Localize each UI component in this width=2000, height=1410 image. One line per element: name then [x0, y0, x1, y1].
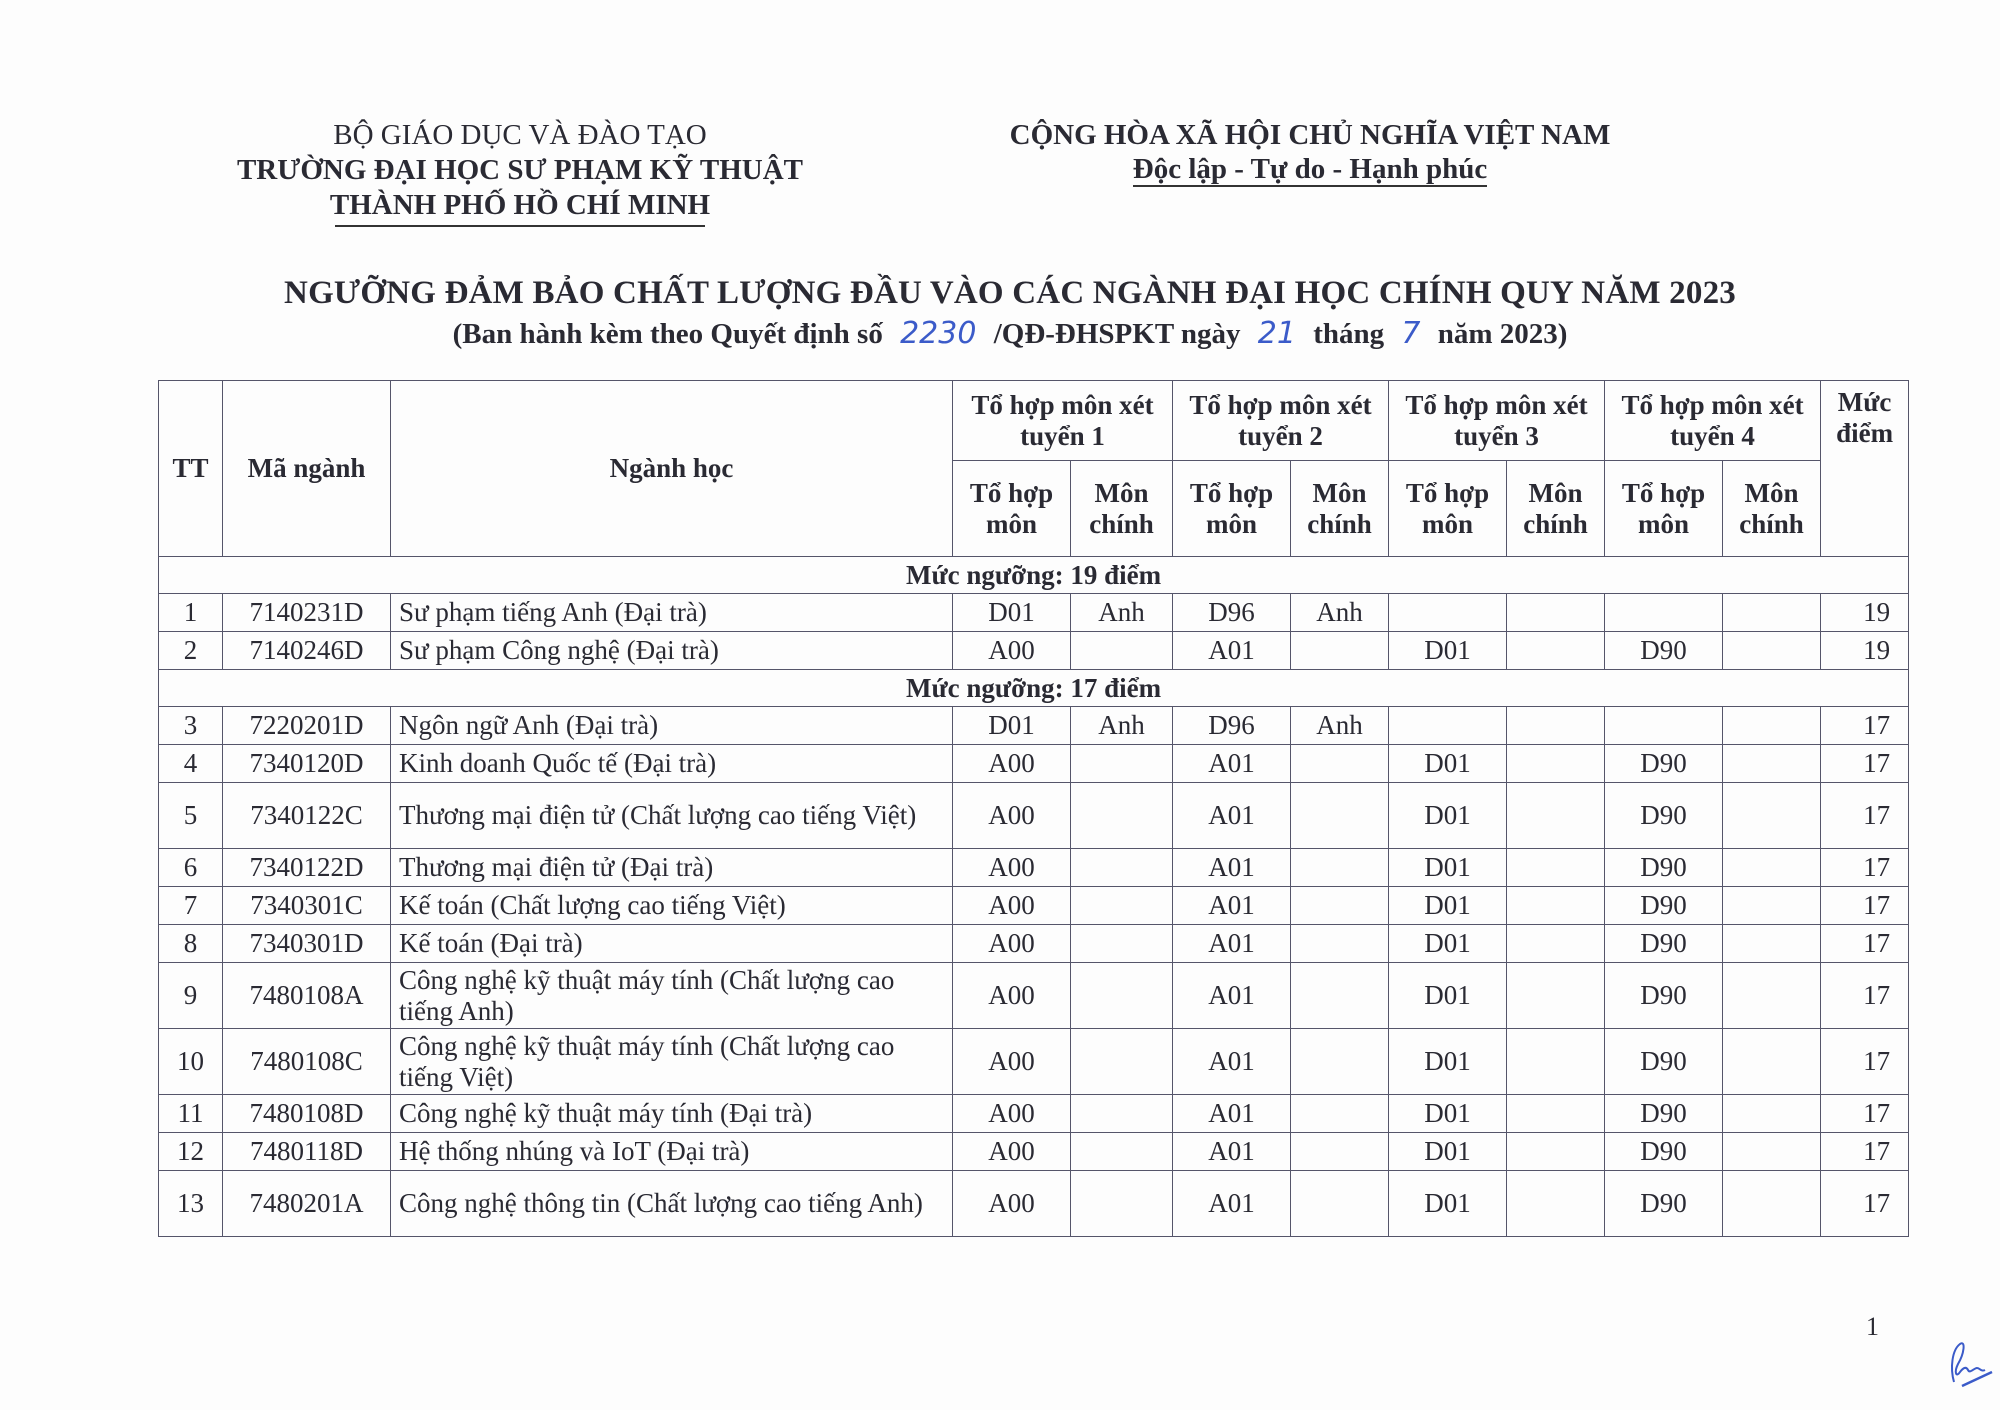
table-row	[159, 1029, 1909, 1095]
cell-code: 7340120D	[223, 745, 391, 783]
cell-main-2	[1291, 963, 1389, 1029]
cell-combo-1: A00	[953, 963, 1071, 1029]
cell-combo-4: D90	[1605, 1095, 1723, 1133]
ministry-name: BỘ GIÁO DỤC VÀ ĐÀO TẠO	[333, 119, 707, 151]
cell-main-4	[1723, 963, 1821, 1029]
school-name-line2: THÀNH PHỐ HỒ CHÍ MINH	[329, 189, 711, 221]
subtitle-mid1: /QĐ-ĐHSPKT ngày	[993, 318, 1241, 350]
table-row	[159, 632, 1909, 670]
cell-combo-1: A00	[953, 1133, 1071, 1171]
cell-combo-2: A01	[1173, 632, 1291, 670]
cell-tt: 2	[159, 632, 223, 670]
cell-major: Công nghệ kỹ thuật máy tính (Đại trà)	[391, 1095, 953, 1133]
cell-score: 17	[1821, 707, 1909, 745]
table-body	[159, 557, 1909, 1237]
table-row	[159, 1095, 1909, 1133]
table-row	[159, 849, 1909, 887]
cell-combo-2: A01	[1173, 783, 1291, 849]
table-row	[159, 963, 1909, 1029]
national-motto: Độc lập - Tự do - Hạnh phúc	[1132, 153, 1488, 185]
cell-main-3	[1507, 1029, 1605, 1095]
page-number: 1	[1866, 1312, 1879, 1341]
document-title: NGƯỠNG ĐẢM BẢO CHẤT LƯỢNG ĐẦU VÀO CÁC NGÀNH ĐẠI HỌC CHÍNH QUY NĂM 2023	[284, 275, 1736, 311]
cell-main-1	[1071, 745, 1173, 783]
cell-score: 17	[1821, 963, 1909, 1029]
cell-score: 17	[1821, 783, 1909, 849]
nation-name: CỘNG HÒA XÃ HỘI CHỦ NGHĨA VIỆT NAM	[1009, 119, 1611, 151]
cell-main-2	[1291, 632, 1389, 670]
cell-combo-3: D01	[1389, 963, 1507, 1029]
cell-main-4	[1723, 849, 1821, 887]
cell-tt: 8	[159, 925, 223, 963]
cell-combo-2: A01	[1173, 1095, 1291, 1133]
subtitle-mid2: tháng	[1313, 318, 1385, 350]
threshold-section-label: Mức ngưỡng: 19 điểm	[159, 557, 1909, 594]
cell-code: 7480108A	[223, 963, 391, 1029]
cell-combo-3	[1389, 594, 1507, 632]
cell-score: 17	[1821, 1133, 1909, 1171]
table-row	[159, 707, 1909, 745]
cell-main-2	[1291, 887, 1389, 925]
cell-tt: 3	[159, 707, 223, 745]
cell-main-4	[1723, 887, 1821, 925]
header-group-1: Tổ hợp môn xét tuyển 1	[953, 381, 1173, 461]
cell-code: 7480108D	[223, 1095, 391, 1133]
cell-combo-4: D90	[1605, 849, 1723, 887]
cell-main-3	[1507, 849, 1605, 887]
cell-tt: 11	[159, 1095, 223, 1133]
cell-main-3	[1507, 783, 1605, 849]
cell-code: 7480201A	[223, 1171, 391, 1237]
cell-score: 17	[1821, 1171, 1909, 1237]
cell-combo-1: A00	[953, 783, 1071, 849]
cell-score: 17	[1821, 887, 1909, 925]
cell-score: 19	[1821, 632, 1909, 670]
cell-main-4	[1723, 1133, 1821, 1171]
cell-main-2: Anh	[1291, 707, 1389, 745]
cell-main-4	[1723, 632, 1821, 670]
cell-combo-2: A01	[1173, 1171, 1291, 1237]
cell-combo-1: A00	[953, 745, 1071, 783]
cell-main-1	[1071, 1095, 1173, 1133]
school-name-line1: TRƯỜNG ĐẠI HỌC SƯ PHẠM KỸ THUẬT	[236, 154, 804, 186]
cell-major: Hệ thống nhúng và IoT (Đại trà)	[391, 1133, 953, 1171]
cell-combo-1: A00	[953, 887, 1071, 925]
table-row	[159, 745, 1909, 783]
cell-major: Sư phạm tiếng Anh (Đại trà)	[391, 594, 953, 632]
cell-combo-3: D01	[1389, 745, 1507, 783]
cell-main-1: Anh	[1071, 594, 1173, 632]
table-row	[159, 783, 1909, 849]
cell-combo-1: D01	[953, 594, 1071, 632]
cell-main-1	[1071, 632, 1173, 670]
cell-combo-3: D01	[1389, 925, 1507, 963]
cell-combo-2: A01	[1173, 849, 1291, 887]
cell-main-2	[1291, 1171, 1389, 1237]
cell-main-2	[1291, 1029, 1389, 1095]
header-combo-4: Tổ hợp môn	[1605, 461, 1723, 557]
cell-combo-3: D01	[1389, 1095, 1507, 1133]
cell-tt: 5	[159, 783, 223, 849]
cell-tt: 13	[159, 1171, 223, 1237]
cell-combo-3: D01	[1389, 849, 1507, 887]
cell-score: 17	[1821, 849, 1909, 887]
header-score: Mức điểm	[1821, 381, 1909, 557]
cell-combo-4: D90	[1605, 887, 1723, 925]
cell-main-4	[1723, 1095, 1821, 1133]
header-group-3: Tổ hợp môn xét tuyển 3	[1389, 381, 1605, 461]
cell-tt: 9	[159, 963, 223, 1029]
cell-main-3	[1507, 963, 1605, 1029]
cell-tt: 6	[159, 849, 223, 887]
cell-major: Kế toán (Đại trà)	[391, 925, 953, 963]
cell-score: 17	[1821, 1029, 1909, 1095]
cell-main-1	[1071, 1133, 1173, 1171]
cell-combo-1: A00	[953, 925, 1071, 963]
cell-main-2	[1291, 1095, 1389, 1133]
cell-combo-4: D90	[1605, 1133, 1723, 1171]
header-group-4: Tổ hợp môn xét tuyển 4	[1605, 381, 1821, 461]
cell-tt: 10	[159, 1029, 223, 1095]
cell-code: 7340122D	[223, 849, 391, 887]
decision-number-handwritten: 2230	[900, 316, 977, 351]
cell-main-1	[1071, 849, 1173, 887]
cell-main-1	[1071, 963, 1173, 1029]
cell-main-3	[1507, 925, 1605, 963]
cell-main-1	[1071, 925, 1173, 963]
header-combo-1: Tổ hợp môn	[953, 461, 1071, 557]
subtitle-prefix: (Ban hành kèm theo Quyết định số	[452, 318, 883, 350]
cell-combo-1: D01	[953, 707, 1071, 745]
header-group-2: Tổ hợp môn xét tuyển 2	[1173, 381, 1389, 461]
cell-major: Ngôn ngữ Anh (Đại trà)	[391, 707, 953, 745]
national-header	[990, 118, 1630, 191]
cell-combo-4: D90	[1605, 1029, 1723, 1095]
cell-combo-3: D01	[1389, 1029, 1507, 1095]
header-main-1: Môn chính	[1071, 461, 1173, 557]
cell-main-4	[1723, 594, 1821, 632]
cell-tt: 12	[159, 1133, 223, 1171]
cell-main-4	[1723, 783, 1821, 849]
cell-major: Thương mại điện tử (Chất lượng cao tiếng Việt)	[391, 783, 953, 849]
cell-combo-4: D90	[1605, 1171, 1723, 1237]
cell-tt: 4	[159, 745, 223, 783]
cell-combo-4: D90	[1605, 963, 1723, 1029]
cell-combo-2: A01	[1173, 745, 1291, 783]
threshold-section-row	[159, 670, 1909, 707]
cell-combo-3: D01	[1389, 1171, 1507, 1237]
threshold-section-row	[159, 557, 1909, 594]
table-row	[159, 1133, 1909, 1171]
cell-combo-4	[1605, 594, 1723, 632]
threshold-section-label: Mức ngưỡng: 17 điểm	[159, 670, 1909, 707]
cell-score: 17	[1821, 1095, 1909, 1133]
cell-main-2	[1291, 849, 1389, 887]
cell-main-2	[1291, 1133, 1389, 1171]
table-row	[159, 887, 1909, 925]
cell-combo-1: A00	[953, 1029, 1071, 1095]
cell-combo-4	[1605, 707, 1723, 745]
threshold-table	[158, 380, 1909, 1237]
table-row	[159, 925, 1909, 963]
cell-main-1	[1071, 1029, 1173, 1095]
cell-combo-2: A01	[1173, 963, 1291, 1029]
cell-main-4	[1723, 1171, 1821, 1237]
cell-combo-1: A00	[953, 849, 1071, 887]
cell-combo-2: A01	[1173, 887, 1291, 925]
document-subtitle	[160, 316, 1860, 351]
cell-main-1	[1071, 887, 1173, 925]
cell-combo-3: D01	[1389, 632, 1507, 670]
cell-combo-4: D90	[1605, 783, 1723, 849]
header-main-4: Môn chính	[1723, 461, 1821, 557]
signature-mark	[1940, 1338, 1996, 1395]
day-handwritten: 21	[1257, 316, 1296, 351]
cell-major: Công nghệ kỹ thuật máy tính (Chất lượng cao tiếng Anh)	[391, 963, 953, 1029]
cell-code: 7480118D	[223, 1133, 391, 1171]
table-row	[159, 1171, 1909, 1237]
cell-main-1	[1071, 783, 1173, 849]
cell-combo-1: A00	[953, 1171, 1071, 1237]
cell-major: Công nghệ thông tin (Chất lượng cao tiếng Anh)	[391, 1171, 953, 1237]
cell-major: Công nghệ kỹ thuật máy tính (Chất lượng cao tiếng Việt)	[391, 1029, 953, 1095]
header-main-2: Môn chính	[1291, 461, 1389, 557]
cell-main-4	[1723, 745, 1821, 783]
cell-code: 7220201D	[223, 707, 391, 745]
header-tt: TT	[159, 381, 223, 557]
cell-combo-4: D90	[1605, 745, 1723, 783]
cell-score: 17	[1821, 925, 1909, 963]
header-combo-3: Tổ hợp môn	[1389, 461, 1507, 557]
cell-code: 7480108C	[223, 1029, 391, 1095]
issuer-block	[225, 118, 815, 227]
cell-major: Thương mại điện tử (Đại trà)	[391, 849, 953, 887]
cell-major: Kinh doanh Quốc tế (Đại trà)	[391, 745, 953, 783]
cell-code: 7140246D	[223, 632, 391, 670]
cell-combo-2: A01	[1173, 1133, 1291, 1171]
header-main-3: Môn chính	[1507, 461, 1605, 557]
cell-main-2	[1291, 783, 1389, 849]
cell-main-4	[1723, 925, 1821, 963]
cell-score: 17	[1821, 745, 1909, 783]
table-row	[159, 594, 1909, 632]
cell-main-3	[1507, 594, 1605, 632]
cell-main-1	[1071, 1171, 1173, 1237]
cell-main-2	[1291, 925, 1389, 963]
cell-combo-1: A00	[953, 632, 1071, 670]
cell-main-3	[1507, 1171, 1605, 1237]
cell-main-3	[1507, 1095, 1605, 1133]
cell-main-3	[1507, 1133, 1605, 1171]
cell-score: 19	[1821, 594, 1909, 632]
cell-main-3	[1507, 632, 1605, 670]
cell-combo-2: A01	[1173, 1029, 1291, 1095]
cell-combo-2: D96	[1173, 594, 1291, 632]
cell-main-2: Anh	[1291, 594, 1389, 632]
cell-tt: 7	[159, 887, 223, 925]
cell-combo-2: A01	[1173, 925, 1291, 963]
header-combo-2: Tổ hợp môn	[1173, 461, 1291, 557]
cell-combo-3: D01	[1389, 887, 1507, 925]
cell-main-3	[1507, 887, 1605, 925]
issuer-underline	[335, 225, 705, 227]
signature-icon	[1940, 1338, 1996, 1390]
cell-combo-4: D90	[1605, 925, 1723, 963]
header-major: Ngành học	[391, 381, 953, 557]
cell-tt: 1	[159, 594, 223, 632]
cell-combo-3: D01	[1389, 1133, 1507, 1171]
cell-code: 7340301D	[223, 925, 391, 963]
cell-main-4	[1723, 707, 1821, 745]
cell-combo-2: D96	[1173, 707, 1291, 745]
cell-main-4	[1723, 1029, 1821, 1095]
cell-combo-4: D90	[1605, 632, 1723, 670]
cell-combo-1: A00	[953, 1095, 1071, 1133]
cell-main-1: Anh	[1071, 707, 1173, 745]
cell-major: Sư phạm Công nghệ (Đại trà)	[391, 632, 953, 670]
subtitle-suffix: năm 2023)	[1437, 318, 1568, 350]
header-code: Mã ngành	[223, 381, 391, 557]
cell-code: 7140231D	[223, 594, 391, 632]
cell-main-3	[1507, 745, 1605, 783]
cell-combo-3: D01	[1389, 783, 1507, 849]
cell-code: 7340301C	[223, 887, 391, 925]
cell-code: 7340122C	[223, 783, 391, 849]
cell-main-3	[1507, 707, 1605, 745]
cell-combo-3	[1389, 707, 1507, 745]
cell-main-2	[1291, 745, 1389, 783]
month-handwritten: 7	[1401, 316, 1421, 351]
cell-major: Kế toán (Chất lượng cao tiếng Việt)	[391, 887, 953, 925]
